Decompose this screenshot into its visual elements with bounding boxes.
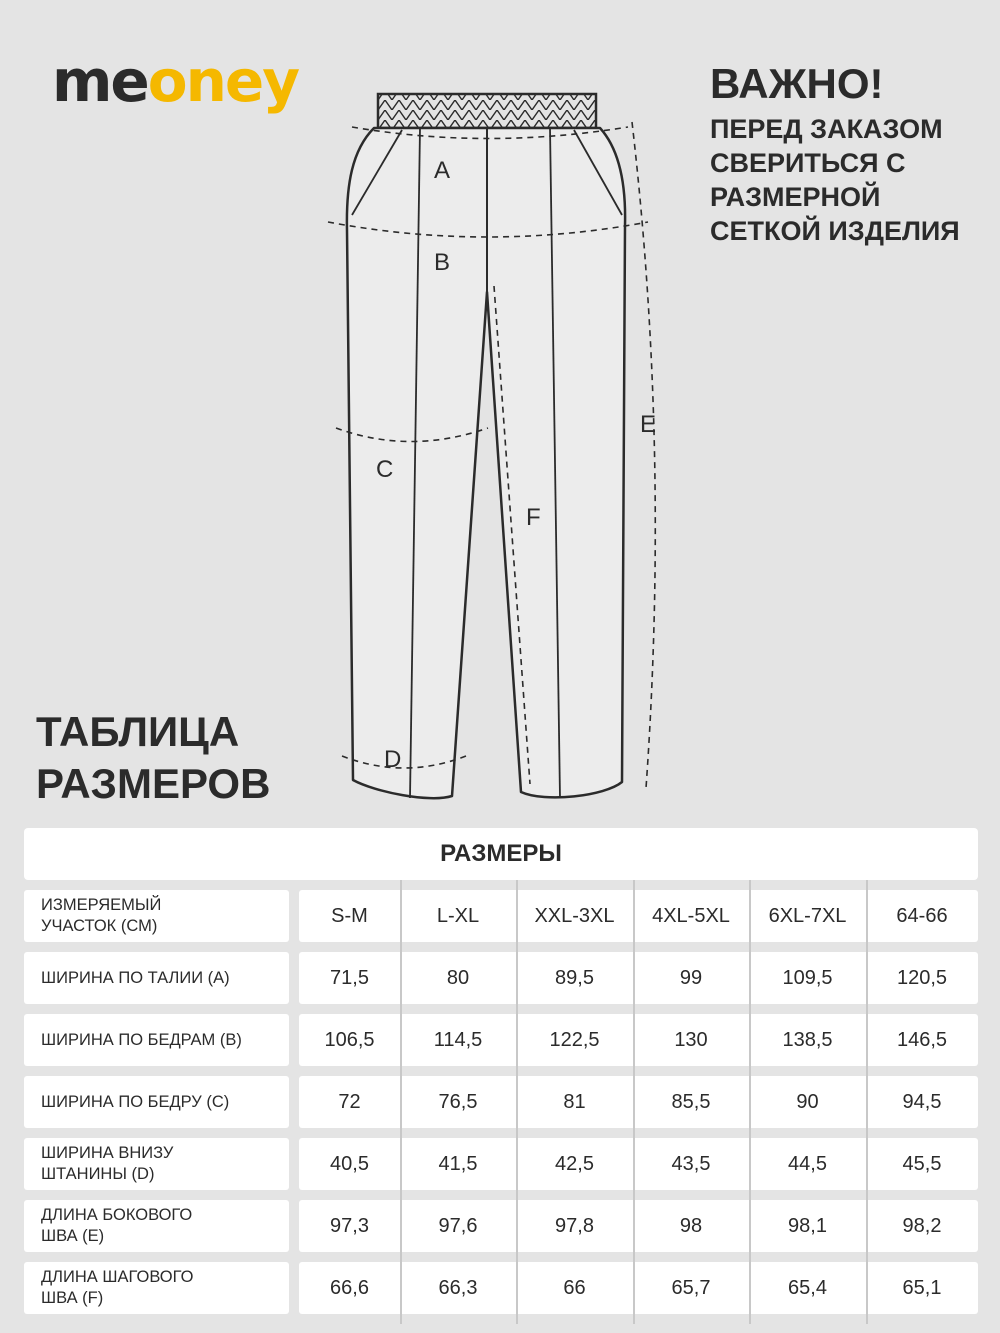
label-header-cell [24, 890, 289, 942]
value-cell: 114,5 [400, 1014, 516, 1066]
row-values [299, 1076, 978, 1128]
value-cell: 146,5 [866, 1014, 978, 1066]
notice-line: ПЕРЕД ЗАКАЗОМ [710, 114, 943, 145]
value-cell: 130 [633, 1014, 749, 1066]
notice-line: СЕТКОЙ ИЗДЕЛИЯ [710, 216, 960, 247]
value-cell: 109,5 [749, 952, 866, 1004]
row-label [24, 952, 289, 1004]
table-row [24, 1076, 978, 1128]
table-row [24, 1200, 978, 1252]
value-cell: 71,5 [330, 966, 369, 989]
table-row [24, 952, 978, 1004]
size-header-values [299, 890, 978, 942]
value-cell: 94,5 [866, 1076, 978, 1128]
value-cell: 97,8 [516, 1200, 633, 1252]
value-cell: 122,5 [516, 1014, 633, 1066]
value-cell: 65,1 [866, 1262, 978, 1314]
label-f: F [526, 504, 541, 531]
size-table-title [36, 706, 270, 810]
value-cell: 40,5 [330, 1152, 369, 1175]
value-cell: 45,5 [866, 1138, 978, 1190]
row-label-line: ШВА (E) [41, 1227, 105, 1245]
label-header-line: УЧАСТОК (СМ) [41, 917, 158, 935]
size-header: S-M [331, 904, 368, 927]
row-label-line: ШТАНИНЫ (D) [41, 1165, 155, 1183]
row-values [299, 1200, 978, 1252]
row-values [299, 1014, 978, 1066]
size-header: 4XL-5XL [633, 890, 749, 942]
value-cell: 97,6 [400, 1200, 516, 1252]
value-cell: 65,7 [633, 1262, 749, 1314]
size-table [24, 890, 978, 1324]
row-label-line: ШИРИНА ПО ТАЛИИ (A) [41, 968, 230, 987]
table-header-row [24, 890, 978, 942]
sizes-header: РАЗМЕРЫ [24, 828, 978, 880]
size-header: XXL-3XL [516, 890, 633, 942]
value-cell: 42,5 [516, 1138, 633, 1190]
table-row [24, 1262, 978, 1314]
value-cell: 98,2 [866, 1200, 978, 1252]
value-cell: 97,3 [330, 1214, 369, 1237]
value-cell: 43,5 [633, 1138, 749, 1190]
value-cell: 98,1 [749, 1200, 866, 1252]
title-line: РАЗМЕРОВ [36, 760, 271, 807]
title-line: ТАБЛИЦА [36, 708, 240, 755]
label-header-line: ИЗМЕРЯЕМЫЙ [41, 896, 162, 914]
row-label-line: ДЛИНА БОКОВОГО [41, 1206, 193, 1224]
size-header: 64-66 [866, 890, 978, 942]
label-d: D [384, 746, 402, 773]
value-cell: 65,4 [749, 1262, 866, 1314]
logo-part-accent: oney [147, 47, 299, 115]
value-cell: 44,5 [749, 1138, 866, 1190]
row-label-line: ШИРИНА ВНИЗУ [41, 1144, 174, 1162]
value-cell: 80 [400, 952, 516, 1004]
size-header: L-XL [400, 890, 516, 942]
notice-line: РАЗМЕРНОЙ [710, 182, 881, 213]
value-cell: 81 [516, 1076, 633, 1128]
row-values [299, 1262, 978, 1314]
label-b: B [434, 249, 451, 276]
label-c: C [376, 456, 394, 483]
value-cell: 120,5 [866, 952, 978, 1004]
row-label-line: ШИРИНА ПО БЕДРУ (C) [41, 1092, 230, 1111]
value-cell: 76,5 [400, 1076, 516, 1128]
measure-e [632, 122, 655, 788]
value-cell: 90 [749, 1076, 866, 1128]
row-label-line: ДЛИНА ШАГОВОГО [41, 1268, 194, 1286]
row-label-line: ШВА (F) [41, 1289, 104, 1307]
value-cell: 66,6 [330, 1276, 369, 1299]
value-cell: 72 [338, 1090, 361, 1113]
value-cell: 98 [633, 1200, 749, 1252]
value-cell: 66,3 [400, 1262, 516, 1314]
label-e: E [640, 411, 657, 438]
row-label [24, 1014, 289, 1066]
label-a: A [434, 157, 451, 184]
value-cell: 138,5 [749, 1014, 866, 1066]
row-label [24, 1138, 289, 1190]
notice-title: ВАЖНО! [710, 60, 884, 107]
row-values [299, 1138, 978, 1190]
waistband [378, 94, 596, 128]
logo-part-dark: me [52, 47, 148, 115]
value-cell: 89,5 [516, 952, 633, 1004]
notice-line: СВЕРИТЬСЯ С [710, 148, 906, 179]
row-label [24, 1076, 289, 1128]
value-cell: 66 [516, 1262, 633, 1314]
value-cell: 85,5 [633, 1076, 749, 1128]
row-label [24, 1262, 289, 1314]
value-cell: 99 [633, 952, 749, 1004]
value-cell: 106,5 [324, 1028, 375, 1051]
table-row [24, 1014, 978, 1066]
value-cell: 41,5 [400, 1138, 516, 1190]
table-row [24, 1138, 978, 1190]
row-label [24, 1200, 289, 1252]
row-values [299, 952, 978, 1004]
row-label-line: ШИРИНА ПО БЕДРАМ (B) [41, 1030, 242, 1049]
size-header: 6XL-7XL [749, 890, 866, 942]
